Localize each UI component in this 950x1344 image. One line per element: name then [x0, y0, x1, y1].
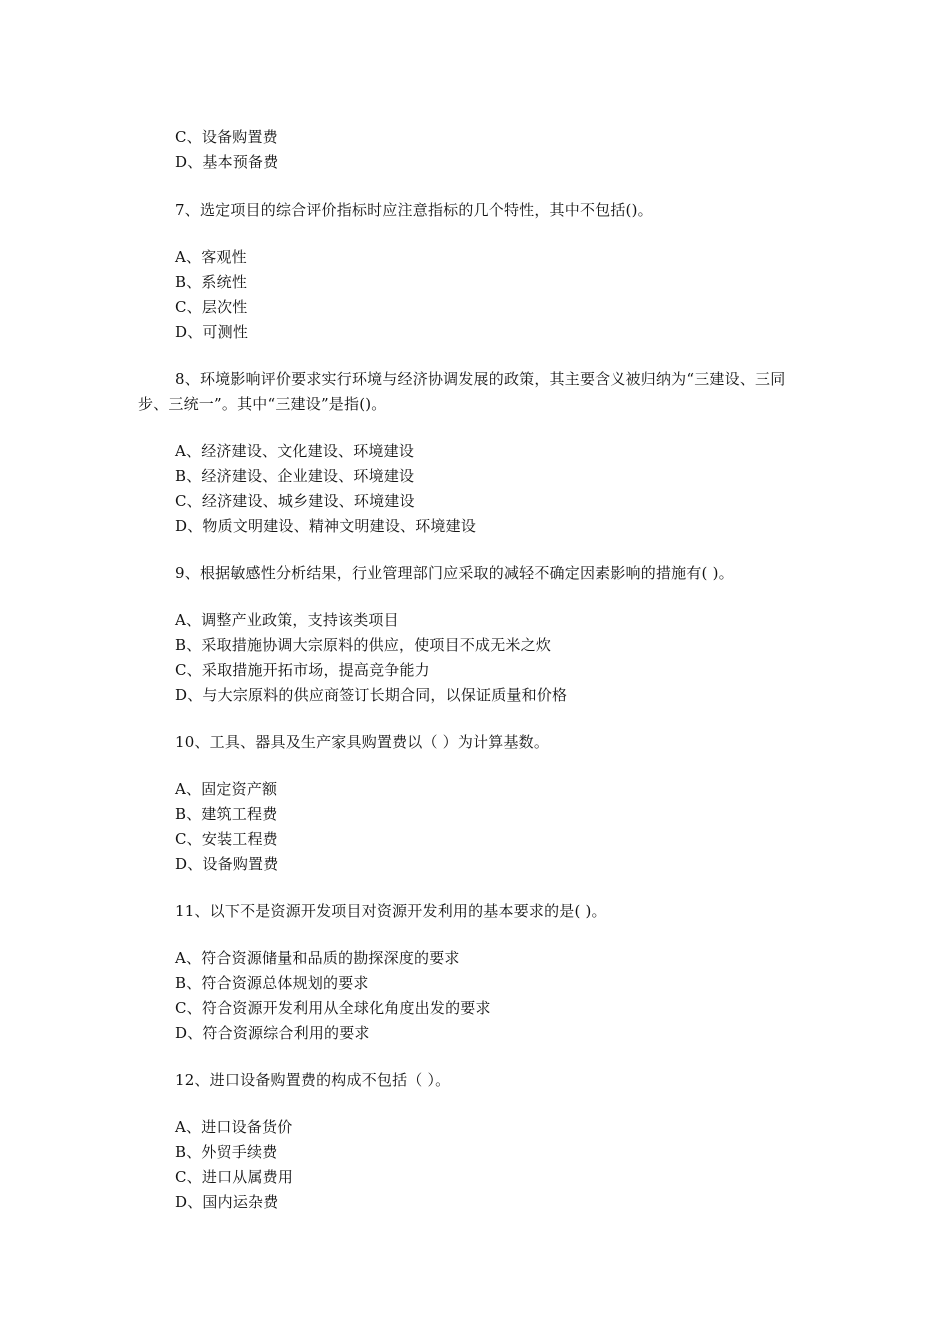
q8-option-c: C、经济建设、城乡建设、环境建设 — [175, 492, 415, 510]
q12-option-d: D、国内运杂费 — [175, 1193, 279, 1211]
q10-option-d: D、设备购置费 — [175, 855, 279, 873]
q10-option-b: B、建筑工程费 — [175, 805, 278, 823]
question-8-line2: 步、三统一”。其中“三建设”是指()。 — [138, 395, 387, 413]
question-9: 9、根据敏感性分析结果，行业管理部门应采取的减轻不确定因素影响的措施有( )。 — [175, 564, 734, 582]
q7-option-a: A、客观性 — [175, 248, 247, 266]
q12-option-b: B、外贸手续费 — [175, 1143, 278, 1161]
q7-option-b: B、系统性 — [175, 273, 248, 291]
q7-option-c: C、层次性 — [175, 298, 248, 316]
q8-option-d: D、物质文明建设、精神文明建设、环境建设 — [175, 517, 477, 535]
q11-option-b: B、符合资源总体规划的要求 — [175, 974, 369, 992]
q9-option-c: C、采取措施开拓市场，提高竞争能力 — [175, 661, 430, 679]
q12-option-c: C、进口从属费用 — [175, 1168, 294, 1186]
question-11: 11、以下不是资源开发项目对资源开发利用的基本要求的是( )。 — [175, 902, 607, 920]
option-c: C、设备购置费 — [175, 128, 278, 146]
question-8-line1: 8、环境影响评价要求实行环境与经济协调发展的政策，其主要含义被归纳为“三建设、三同 — [175, 370, 786, 388]
question-10: 10、工具、器具及生产家具购置费以（ ）为计算基数。 — [175, 733, 550, 751]
option-d: D、基本预备费 — [175, 153, 279, 171]
q9-option-b: B、采取措施协调大宗原料的供应，使项目不成无米之炊 — [175, 636, 552, 654]
q11-option-d: D、符合资源综合利用的要求 — [175, 1024, 370, 1042]
q11-option-a: A、符合资源储量和品质的勘探深度的要求 — [175, 949, 460, 967]
q12-option-a: A、进口设备货价 — [175, 1118, 293, 1136]
question-7: 7、选定项目的综合评价指标时应注意指标的几个特性，其中不包括()。 — [175, 201, 653, 219]
q7-option-d: D、可测性 — [175, 323, 249, 341]
q8-option-a: A、经济建设、文化建设、环境建设 — [175, 442, 415, 460]
q8-option-b: B、经济建设、企业建设、环境建设 — [175, 467, 415, 485]
q10-option-a: A、固定资产额 — [175, 780, 278, 798]
q9-option-d: D、与大宗原料的供应商签订长期合同，以保证质量和价格 — [175, 686, 568, 704]
question-12: 12、进口设备购置费的构成不包括（ ）。 — [175, 1071, 451, 1089]
q11-option-c: C、符合资源开发利用从全球化角度出发的要求 — [175, 999, 491, 1017]
q9-option-a: A、调整产业政策，支持该类项目 — [175, 611, 399, 629]
q10-option-c: C、安装工程费 — [175, 830, 278, 848]
